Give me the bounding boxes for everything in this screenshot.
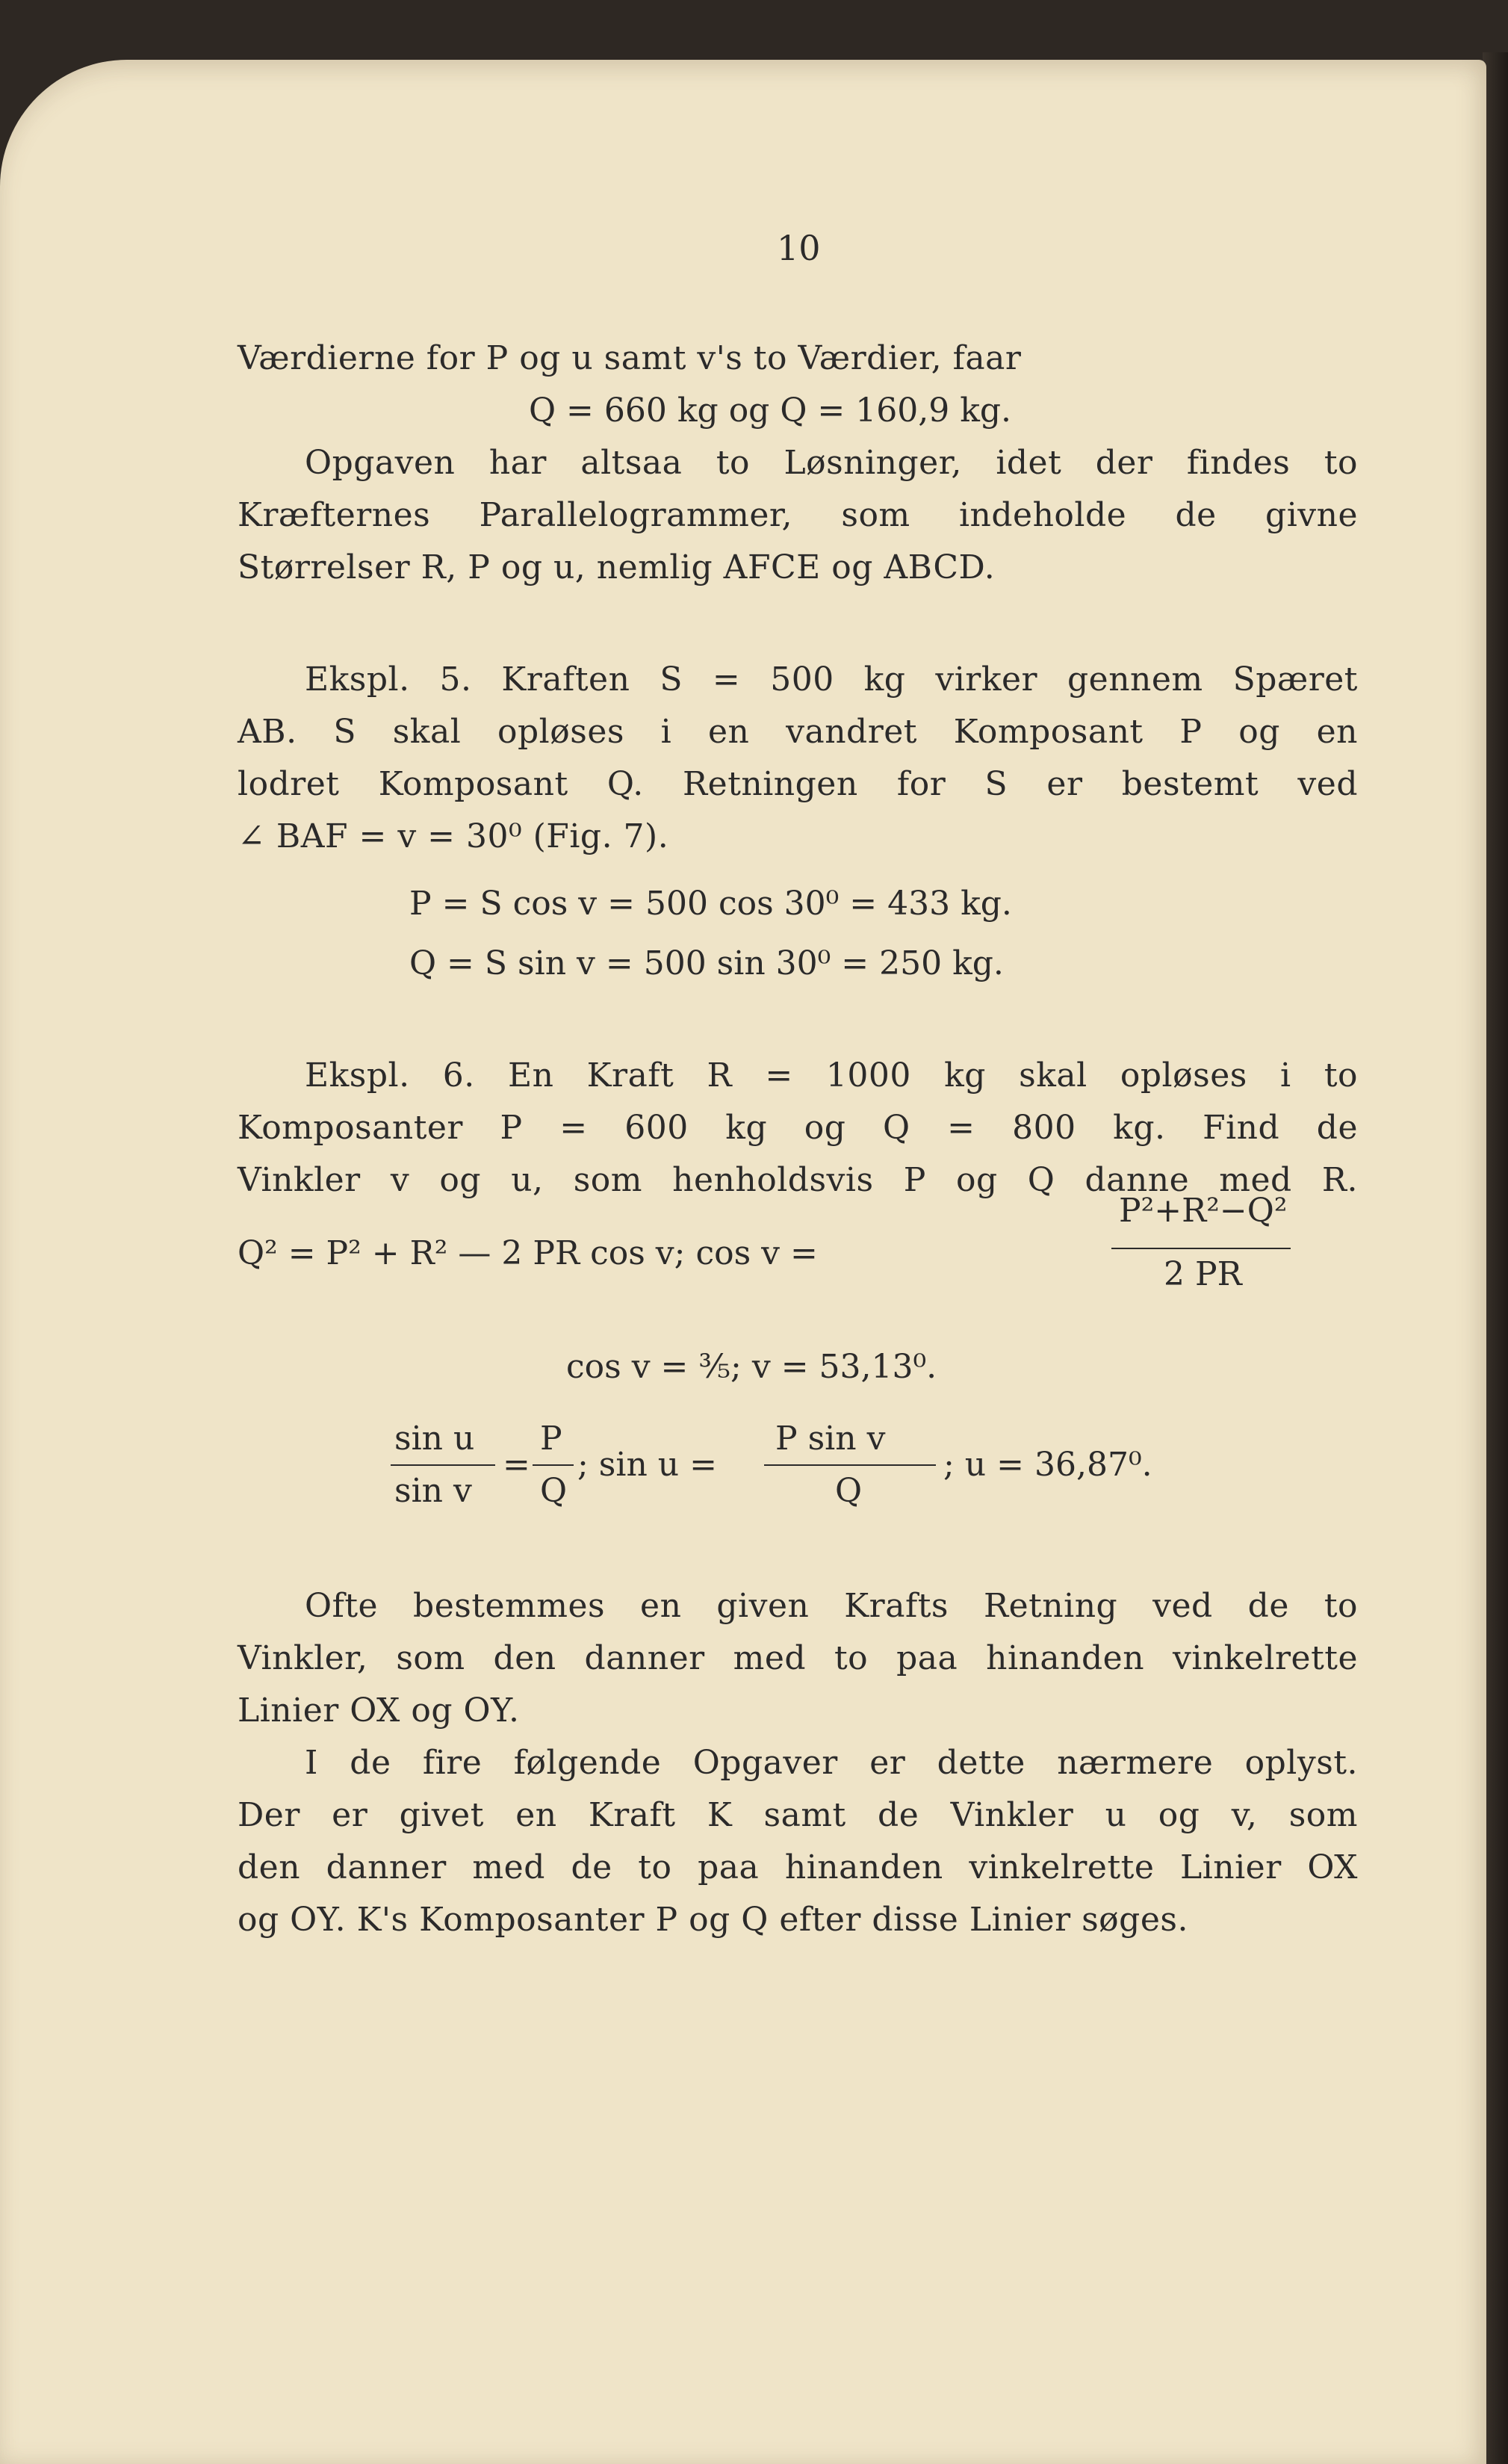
example6-line3: Vinkler v og u, som henholdsvis P og Q danne med R. <box>238 1161 1358 1199</box>
example6-line2: Komposanter P = 600 kg og Q = 800 kg. Find de <box>238 1109 1358 1147</box>
sine-rule-bar-2 <box>533 1464 574 1466</box>
example6-fraction-denominator: 2 PR <box>1164 1255 1242 1293</box>
paragraph4-line1: I de fire følgende Opgaver er dette nærmere oplyst. <box>305 1744 1358 1782</box>
sine-rule-numerator-2: P <box>540 1420 562 1458</box>
sine-rule-bar-1 <box>391 1464 495 1466</box>
paragraph3-line1: Ofte bestemmes en given Krafts Retning ved de to <box>305 1587 1358 1625</box>
example5-equation-p: P = S cos v = 500 cos 30⁰ = 433 kg. <box>409 885 1012 923</box>
paragraph1-line1: Værdierne for P og u samt v's to Værdier, faar <box>238 339 1022 377</box>
sine-rule-numerator-1: sin u <box>394 1420 475 1458</box>
example6-equation-law-of-cosines: Q² = P² + R² — 2 PR cos v; cos v = <box>238 1234 818 1272</box>
sine-rule-numerator-3: P sin v <box>775 1420 886 1458</box>
sine-rule-denominator-2: Q <box>540 1472 568 1510</box>
book-page <box>0 60 1486 2464</box>
sine-rule-result: ; u = 36,87⁰. <box>943 1446 1152 1484</box>
paragraph2-line2: Kræfternes Parallelogrammer, som indeholde de givne <box>238 496 1358 534</box>
paragraph2-line1: Opgaven har altsaa to Løsninger, idet der findes to <box>305 444 1358 482</box>
book-edge <box>1483 52 1508 2464</box>
example5-line2: AB. S skal opløses i en vandret Komposant P og en <box>238 713 1358 751</box>
page-number: 10 <box>777 228 821 268</box>
example6-fraction-bar <box>1111 1248 1291 1249</box>
equation-q-values: Q = 660 kg og Q = 160,9 kg. <box>529 391 1012 430</box>
sine-rule-equals: = <box>503 1446 530 1484</box>
example6-line1: Ekspl. 6. En Kraft R = 1000 kg skal opløses i to <box>305 1056 1358 1095</box>
paragraph3-line2: Vinkler, som den danner med to paa hinanden vinkelrette <box>238 1639 1358 1677</box>
example5-line3: lodret Komposant Q. Retningen for S er bestemt ved <box>238 765 1358 803</box>
sine-rule-denominator-1: sin v <box>394 1472 472 1510</box>
paragraph3-line3: Linier OX og OY. <box>238 1691 520 1730</box>
example6-equation-cos-v: cos v = ⅗; v = 53,13⁰. <box>566 1348 937 1386</box>
sine-rule-denominator-3: Q <box>835 1472 863 1510</box>
paragraph4-line4: og OY. K's Komposanter P og Q efter disse Linier søges. <box>238 1901 1188 1939</box>
sine-rule-middle: ; sin u = <box>577 1446 717 1484</box>
example6-fraction-numerator: P²+R²−Q² <box>1119 1192 1288 1230</box>
example5-line1: Ekspl. 5. Kraften S = 500 kg virker gennem Spæret <box>305 660 1358 699</box>
paragraph4-line2: Der er givet en Kraft K samt de Vinkler u og v, som <box>238 1796 1358 1834</box>
paragraph4-line3: den danner med de to paa hinanden vinkelrette Linier OX <box>238 1848 1358 1886</box>
sine-rule-bar-3 <box>764 1464 936 1466</box>
example5-equation-q: Q = S sin v = 500 sin 30⁰ = 250 kg. <box>409 944 1004 982</box>
paragraph2-line3: Størrelser R, P og u, nemlig AFCE og ABCD. <box>238 548 996 586</box>
example5-line4: ∠ BAF = v = 30⁰ (Fig. 7). <box>238 817 669 855</box>
